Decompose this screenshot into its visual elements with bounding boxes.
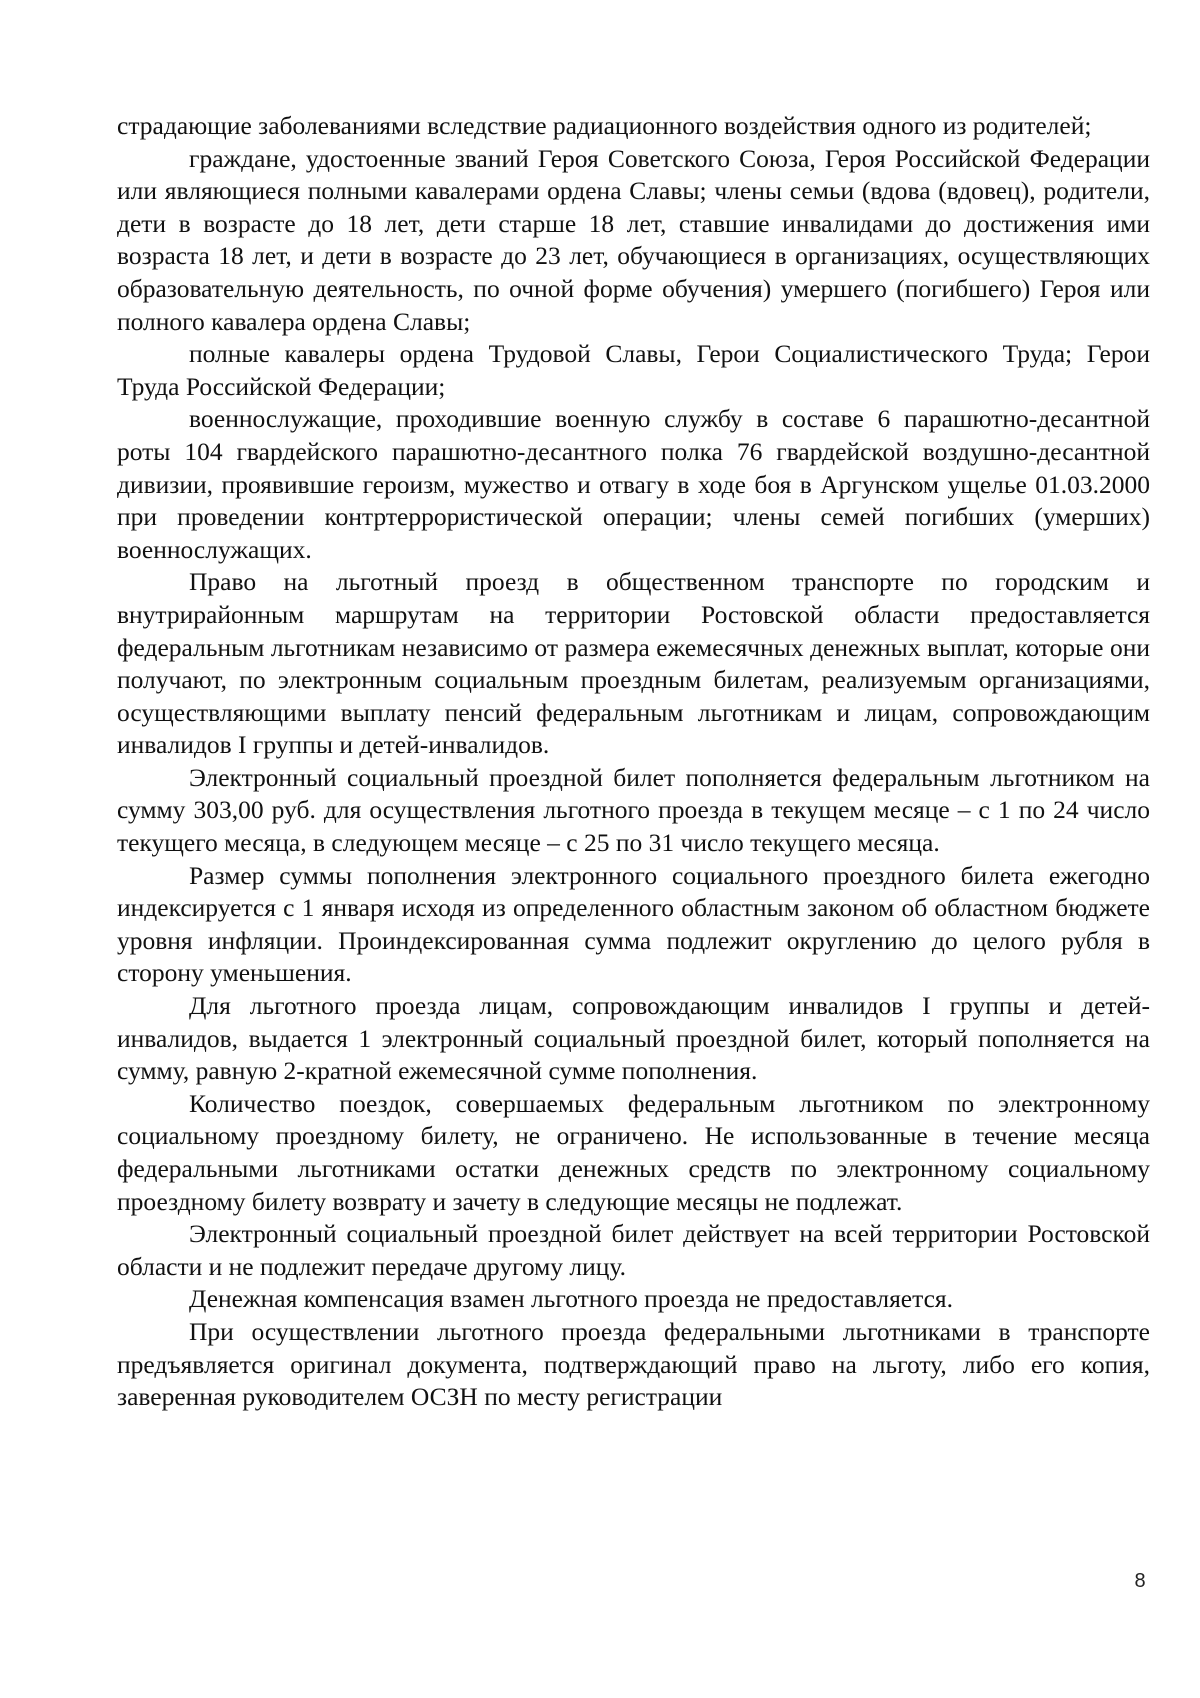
- document-page: [117, 110, 1150, 1414]
- paragraph-5: Право на льготный проезд в общественном транспорте по городским и внутрирайонным маршрутам на территории Ростовской области предоставляется федеральным льготникам независимо от размера ежемесячных денежных выплат, которые они получают, по электронным социальным проездным билетам, реализуемым организациями, осуществляющими выплату пенсий федеральным льготникам и лицам, сопровождающим инвалидов I группы и детей-инвалидов.: [117, 567, 1150, 760]
- paragraph-3: полные кавалеры ордена Трудовой Славы, Герои Социалистического Труда; Герои Труда Российской Федерации;: [117, 339, 1150, 401]
- paragraph-1: страдающие заболеваниями вследствие радиационного воздействия одного из родителей;: [117, 111, 1092, 140]
- paragraph-10: Электронный социальный проездной билет действует на всей территории Ростовской области и не подлежит передаче другому лицу.: [117, 1219, 1150, 1281]
- paragraph-11: Денежная компенсация взамен льготного проезда не предоставляется.: [189, 1284, 954, 1314]
- paragraph-4: военнослужащие, проходившие военную службу в составе 6 парашютно-десантной роты 104 гвардейского парашютно-десантного полка 76 гвардейской воздушно-десантной дивизии, проявившие героизм, мужество и отвагу в ходе боя в Аргунском ущелье 01.03.2000 при проведении контртеррористической операции; члены семей погибших (умерших) военнослужащих.: [117, 404, 1150, 564]
- paragraph-9: Количество поездок, совершаемых федеральным льготником по электронному социальному проездному билету, не ограничено. Не использованные в течение месяца федеральными льготниками остатки денежных средств по электронному социальному проездному билету возврату и зачету в следующие месяцы не подлежат.: [117, 1088, 1150, 1216]
- paragraph-8: Для льготного проезда лицам, сопровождающим инвалидов I группы и детей-инвалидов, выдается 1 электронный социальный проездной билет, который пополняется на сумму, равную 2-кратной ежемесячной сумме пополнения.: [117, 991, 1150, 1086]
- paragraph-7: Размер суммы пополнения электронного социального проездного билета ежегодно индексируется с 1 января исходя из определенного областным законом об областном бюджете уровня инфляции. Проиндексированная сумма подлежит округлению до целого рубля в сторону уменьшения.: [117, 860, 1150, 988]
- paragraph-2: граждане, удостоенные званий Героя Советского Союза, Героя Российской Федерации или являющиеся полными кавалерами ордена Славы; члены семьи (вдова (вдовец), родители, дети в возрасте до 18 лет, дети старше 18 лет, ставшие инвалидами до достижения ими возраста 18 лет, и дети в возрасте до 23 лет, обучающиеся в организациях, осуществляющих образовательную деятельность, по очной форме обучения) умершего (погибшего) Героя или полного кавалера ордена Славы;: [117, 143, 1150, 336]
- paragraph-12: При осуществлении льготного проезда федеральными льготниками в транспорте предъявляется оригинал документа, подтверждающий право на льготу, либо его копия, заверенная руководителем ОСЗН по месту регистрации: [117, 1316, 1150, 1412]
- page-number: 8: [1134, 1570, 1146, 1592]
- paragraph-6: Электронный социальный проездной билет пополняется федеральным льготником на сумму 303,00 руб. для осуществления льготного проезда в текущем месяце – с 1 по 24 число текущего месяца, в следующем месяце – с 25 по 31 число текущего месяца.: [117, 762, 1150, 858]
